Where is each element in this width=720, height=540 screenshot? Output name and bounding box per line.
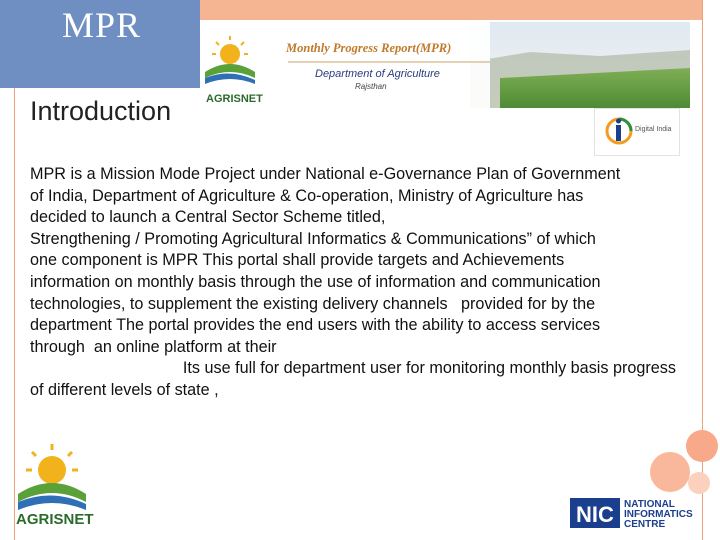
body-text (30, 164, 690, 402)
agrisnet-text: AGRISNET (16, 511, 94, 528)
agrisnet-logo (12, 436, 122, 532)
decorative-circle (686, 430, 718, 462)
decorative-circle (688, 472, 710, 494)
nic-line2: INFORMATICS (624, 509, 693, 520)
banner-state: Rajsthan (355, 82, 387, 91)
decorative-circle (650, 452, 690, 492)
title-box (0, 0, 200, 88)
nic-line3: CENTRE (624, 519, 666, 530)
top-accent-band (200, 0, 702, 20)
section-heading: Introduction (30, 96, 172, 126)
slide-title: MPR (62, 5, 142, 45)
body-line: of different levels of state , (30, 380, 219, 399)
body-line: through an online platform at their (30, 337, 277, 356)
banner-department: Department of Agriculture (315, 68, 440, 80)
body-line: one component is MPR This portal shall provide targets and Achievements (30, 251, 565, 270)
digital-india-logo (594, 108, 680, 156)
mpr-banner (200, 22, 690, 108)
body-line: information on monthly basis through the use of information and communication (30, 272, 601, 291)
agrisnet-icon (12, 436, 122, 532)
body-line: of India, Department of Agriculture & Co-operation, Ministry of Agriculture has (30, 186, 584, 205)
body-line: MPR is a Mission Mode Project under National e-Governance Plan of Government (30, 165, 621, 183)
banner-graphic (200, 22, 690, 108)
body-line: Strengthening / Promoting Agricultural Informatics & Communications” of which (30, 229, 596, 248)
digital-india-text: Digital India (635, 126, 672, 133)
body-line: department The portal provides the end users with the ability to access services (30, 316, 601, 335)
nic-line1: NATIONAL (624, 499, 675, 510)
banner-brand: AGRISNET (206, 93, 263, 105)
nic-logo (570, 496, 705, 530)
banner-title: Monthly Progress Report(MPR) (286, 41, 452, 55)
body-line: Its use full for department user for monitoring monthly basis progress (30, 359, 676, 378)
nic-abbr: NIC (576, 502, 614, 527)
body-line: decided to launch a Central Sector Scheme titled, (30, 208, 386, 227)
body-line: technologies, to supplement the existing delivery channels provided for by the (30, 294, 596, 313)
